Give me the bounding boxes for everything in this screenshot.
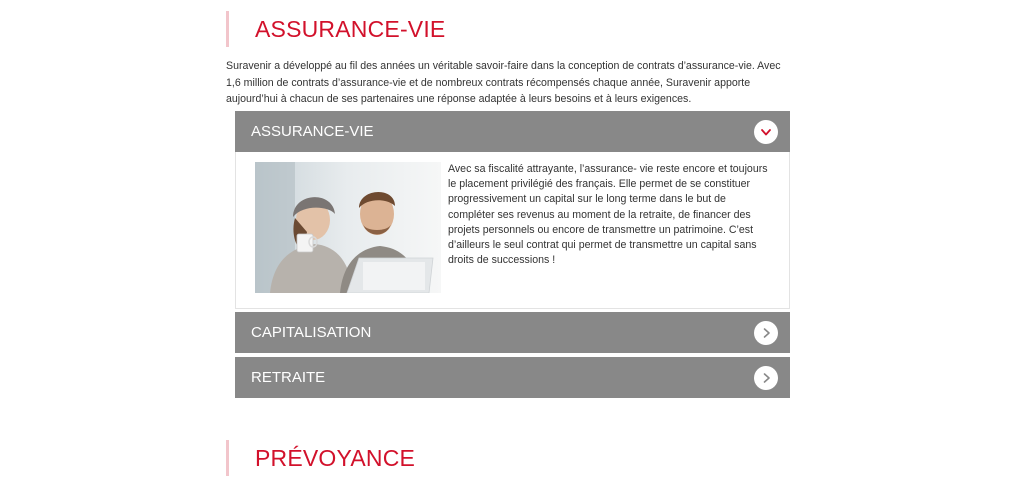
accordion-label: CAPITALISATION — [251, 324, 372, 341]
chevron-right-icon[interactable] — [754, 321, 778, 345]
section-title-assurance-vie: ASSURANCE-VIE — [226, 11, 445, 47]
accordion-panel-text: Avec sa fiscalité attrayante, l’assurance- vie reste encore et toujours le placement privilégié des français. Elle permet de se constituer progressivement un capital sur le long terme dans le but de compléter ses revenus au moment de la retraite, de financer des projets personnels ou encore de transmettre un patrimoine. C’est d’ailleurs le seul contrat qui permet de transmettre un capital sans droits de successions ! — [448, 163, 768, 267]
accordion-label: ASSURANCE-VIE — [251, 123, 374, 140]
accordion-header-retraite[interactable] — [235, 357, 790, 398]
accordion-label: RETRAITE — [251, 369, 326, 386]
chevron-right-icon[interactable] — [754, 366, 778, 390]
section-intro-text: Suravenir a développé au fil des années un véritable savoir-faire dans la conception de contrats d’assurance-vie. Avec 1,6 million de contrats d’assurance-vie et de nombreux contrats récompensés chaque année, Suravenir apporte aujourd’hui à chacun de ses partenaires une réponse adaptée à leurs besoins et à leurs exigences. — [226, 60, 781, 105]
accordion-header-assurance-vie[interactable] — [235, 111, 790, 152]
accordion-header-capitalisation[interactable] — [235, 312, 790, 353]
accordion-panel-assurance-vie — [235, 152, 790, 309]
section-title-prevoyance: PRÉVOYANCE — [226, 440, 415, 476]
chevron-down-icon[interactable] — [754, 120, 778, 144]
couple-laptop-photo — [255, 162, 441, 293]
